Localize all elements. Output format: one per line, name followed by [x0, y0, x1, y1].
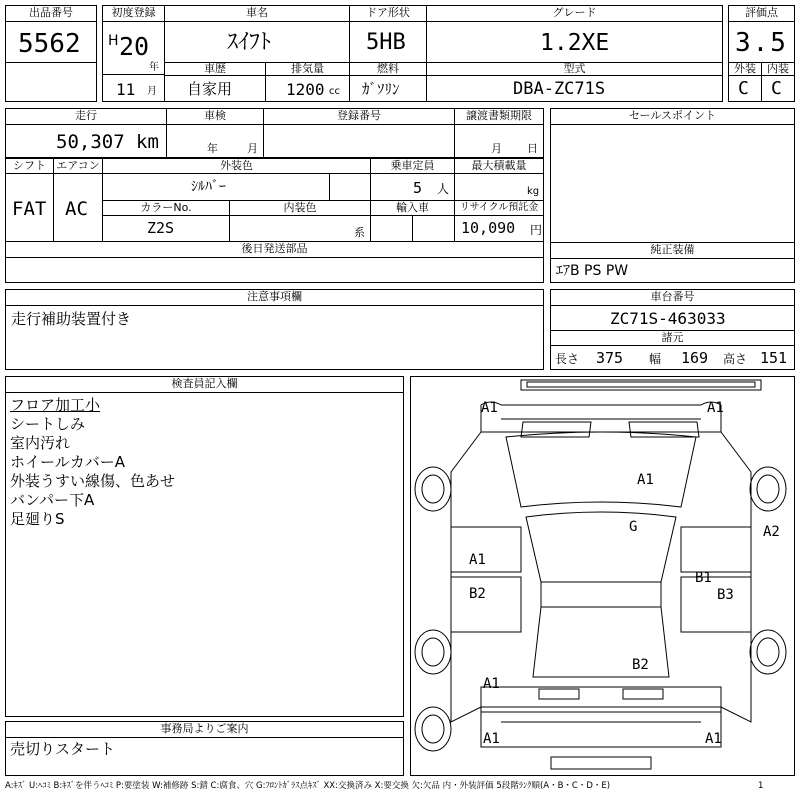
max-load-cell	[454, 173, 544, 201]
wheel-fl-inner	[422, 475, 444, 503]
door-cell	[349, 21, 427, 63]
capacity-unit: 人	[437, 182, 450, 196]
reg-no-cell	[263, 124, 455, 158]
transfer-month-unit: 月	[491, 142, 502, 155]
front-bumper-inner	[527, 382, 755, 387]
grade-label: グレード	[426, 5, 723, 22]
roof	[541, 582, 661, 607]
office-value: 売切りスタート	[10, 740, 116, 758]
capacity-cell	[370, 173, 455, 201]
car-name-cell	[164, 21, 350, 63]
mark-roof: G	[629, 519, 638, 535]
sales-point-cell	[550, 124, 795, 243]
history-value: 自家用	[187, 80, 233, 98]
height-value: 151	[760, 349, 788, 367]
inspection-label: 車検	[166, 108, 264, 125]
mileage-value: 50,307	[56, 131, 125, 153]
dims-label: 諸元	[550, 330, 795, 346]
mark-fl-bumper: A1	[481, 400, 498, 416]
fuel-value: ｶﾞｿﾘﾝ	[362, 80, 400, 98]
right-rear-door	[681, 577, 751, 632]
fuel-cell	[349, 75, 427, 102]
score-label: 評価点	[728, 5, 795, 22]
rear-bumper	[481, 712, 721, 747]
equipment-label: 純正装備	[550, 242, 795, 259]
front-bumper	[481, 402, 721, 432]
registration-month-unit: 月	[147, 86, 157, 97]
inspection-month-unit: 月	[247, 142, 258, 155]
ac-label: エアコン	[53, 158, 103, 174]
shift-value: FAT	[12, 198, 47, 220]
capacity-label: 乗車定員	[370, 158, 455, 174]
transfer-label: 譲渡書類期限	[454, 108, 544, 125]
footer-page: 1	[758, 781, 764, 791]
rear-light-right	[623, 689, 663, 699]
wheel-rl	[415, 630, 451, 674]
displacement-label: 排気量	[265, 62, 350, 76]
equipment-value: ｴｱB PS PW	[556, 263, 629, 279]
interior-score: C	[771, 78, 782, 99]
registration-year: 20	[119, 32, 150, 61]
displacement-cell	[265, 75, 350, 102]
interior-label: 内装	[761, 62, 795, 76]
registration-era: H	[108, 33, 119, 49]
color-extra	[329, 173, 371, 201]
transfer-cell	[454, 124, 544, 158]
interior-color-unit: 系	[354, 226, 365, 239]
mileage-cell	[5, 124, 167, 158]
mark-r-doors: B1	[695, 570, 712, 586]
import-label: 輸入車	[370, 200, 455, 216]
grade-value: 1.2XE	[540, 30, 610, 56]
sales-point-label: セールスポイント	[550, 108, 795, 125]
score-value: 3.5	[735, 28, 788, 58]
grade-cell	[426, 21, 723, 63]
height-label: 高さ	[723, 352, 748, 366]
ac-cell	[53, 173, 103, 242]
note-line: フロア加工小	[10, 396, 101, 414]
recycle-value: 10,090	[461, 219, 516, 237]
wheel-fr	[750, 467, 786, 511]
registration-label: 初度登録	[102, 5, 165, 22]
mark-hood: A1	[637, 472, 654, 488]
inspector-notes	[10, 396, 175, 529]
exterior-label: 外装	[728, 62, 762, 76]
registration-month: 11	[116, 80, 136, 99]
caution-value: 走行補助装置付き	[11, 310, 132, 328]
wheel-rl-inner	[422, 638, 444, 666]
reg-no-label: 登録番号	[263, 108, 455, 125]
car-diagram-svg	[411, 377, 794, 775]
mark-trunk: B2	[632, 657, 649, 673]
fuel-label: 燃料	[349, 62, 427, 76]
wheel-fl	[415, 467, 451, 511]
note-line: バンパー下A	[10, 491, 95, 509]
later-parts-label: 後日発送部品	[5, 241, 544, 258]
recycle-unit: 円	[530, 223, 543, 237]
mark-r-front-fender: A2	[763, 524, 780, 540]
mark-rl-bumper: A1	[483, 731, 500, 747]
office-label: 事務局よりご案内	[5, 721, 404, 738]
recycle-cell	[454, 215, 544, 242]
color-label: 外装色	[102, 158, 371, 174]
inspection-year-unit: 年	[207, 142, 218, 155]
chassis-value: ZC71S-463033	[610, 309, 726, 328]
headlight-right	[629, 422, 699, 437]
max-load-unit: kg	[527, 186, 540, 197]
color-no-value: Z2S	[147, 219, 175, 237]
door-value: 5HB	[366, 30, 406, 55]
right-front-door	[681, 527, 751, 572]
import-cell-b	[412, 215, 455, 242]
mileage-unit: km	[136, 131, 159, 153]
length-label: 長さ	[555, 352, 580, 366]
history-label: 車歴	[164, 62, 266, 76]
hood	[506, 432, 696, 507]
model-value: DBA-ZC71S	[513, 79, 606, 99]
note-line: 外装うすい線傷、色あせ	[10, 472, 176, 490]
color-no-label: カラーNo.	[102, 200, 230, 216]
mark-l-doors: A1	[469, 552, 486, 568]
color-no-cell	[102, 215, 230, 242]
car-name: ｽｲﾌﾄ	[227, 30, 272, 55]
displacement-unit: cc	[329, 86, 340, 97]
spare-wheel-inner	[422, 715, 444, 743]
displacement-value: 1200	[286, 80, 325, 99]
damage-diagram-frame	[410, 376, 795, 776]
note-line: 室内汚れ	[10, 434, 71, 452]
left-front-door	[451, 527, 521, 572]
spare-wheel	[415, 707, 451, 751]
note-line: シートしみ	[10, 415, 86, 433]
caution-label: 注意事項欄	[5, 289, 544, 306]
rear-bumper-area	[481, 687, 721, 712]
mark-l-rear-door: B2	[469, 586, 486, 602]
car-name-label: 車名	[164, 5, 350, 22]
shift-cell	[5, 173, 54, 242]
rear-plate	[551, 757, 651, 769]
inspection-cell	[166, 124, 264, 158]
capacity-value: 5	[413, 179, 423, 197]
note-line: ホイールカバーA	[10, 453, 125, 471]
later-parts-cell	[5, 257, 544, 283]
registration-month-cell	[102, 74, 165, 102]
ac-value: AC	[65, 198, 88, 220]
registration-year-unit: 年	[149, 62, 159, 73]
lot-number: 5562	[18, 29, 81, 59]
score-cell	[728, 21, 795, 63]
lot-cell	[5, 21, 97, 63]
interior-cell	[761, 75, 795, 102]
mark-rr-bumper: A1	[705, 731, 722, 747]
mark-fr-bumper: A1	[707, 400, 724, 416]
max-load-label: 最大積載量	[454, 158, 544, 174]
door-label: ドア形状	[349, 5, 427, 22]
width-value: 169	[681, 349, 709, 367]
left-rear-door	[451, 577, 521, 632]
inspector-label: 検査員記入欄	[5, 376, 404, 393]
wheel-rr-inner	[757, 638, 779, 666]
lot-blank	[5, 62, 97, 102]
mark-l-rear-quarter: A1	[483, 676, 500, 692]
mileage-label: 走行	[5, 108, 167, 125]
chassis-cell	[550, 305, 795, 331]
inspector-cell	[5, 392, 404, 717]
dims-cell	[550, 345, 795, 370]
note-line: 足廻りS	[10, 510, 65, 528]
history-cell	[164, 75, 266, 102]
recycle-label: リサイクル預託金	[454, 200, 544, 216]
wheel-fr-inner	[757, 475, 779, 503]
interior-color-label: 内装色	[229, 200, 371, 216]
width-label: 幅	[649, 352, 662, 366]
lot-label: 出品番号	[5, 5, 97, 22]
interior-color-cell	[229, 215, 371, 242]
color-value: ｼﾙﾊﾞｰ	[191, 179, 226, 195]
windshield	[526, 512, 676, 582]
exterior-cell	[728, 75, 762, 102]
mark-r-rear-door: B3	[717, 587, 734, 603]
model-label: 型式	[426, 62, 723, 76]
chassis-label: 車台番号	[550, 289, 795, 306]
import-cell-a	[370, 215, 413, 242]
rear-light-left	[539, 689, 579, 699]
equipment-cell	[550, 258, 795, 283]
color-cell	[102, 173, 330, 201]
exterior-score: C	[738, 78, 749, 99]
footer-legend: A:ｷｽﾞ U:ﾍｺﾐ B:ｷｽﾞを伴うﾍｺﾐ P:要塗装 W:補修跡 S:錆 C:腐食、穴 G:ﾌﾛﾝﾄｶﾞﾗｽ点ｷｽﾞ XX:交換済み X:要交換 欠:欠品 内・外装評価 5段階ﾗﾝｸ順(A・B・C・D・E)	[5, 781, 611, 791]
length-value: 375	[596, 349, 624, 367]
model-cell	[426, 75, 723, 102]
caution-cell	[5, 305, 544, 370]
shift-label: シフト	[5, 158, 54, 174]
wheel-rr	[750, 630, 786, 674]
transfer-day-unit: 日	[527, 142, 538, 155]
office-cell	[5, 737, 404, 776]
registration-year-cell	[102, 21, 165, 75]
